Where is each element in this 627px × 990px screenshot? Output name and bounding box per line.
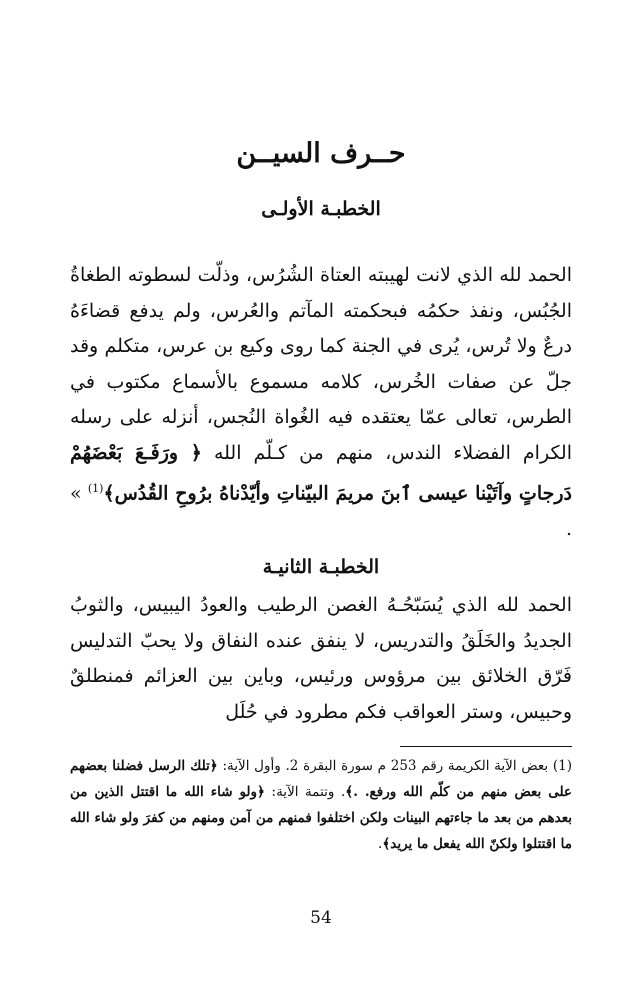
book-page bbox=[70, 0, 572, 990]
chapter-title: حــرف السيــن bbox=[236, 138, 406, 169]
first-sermon-paragraph bbox=[70, 258, 572, 547]
second-sermon-paragraph: الحمد لله الذي يُسَبّحُـهُ الغصن الرطيب والعودُ اليبيس، والثوبُ الجديدُ والخَلَقُ والتدريس، لا ينفق عنده النفاق ولا يحبّ التدليس فَرّق الخلائق بين مرؤوس ورئيس، وباين بين العزائم فمنطلقٌ وحبيس، وستر العواقب فكم مطرود في حُلَل bbox=[70, 594, 572, 723]
first-sermon-text: الحمد لله الذي لانت لهيبته العتاة الشُرُس، وذلّت لسطوته الطغاةُ الجُبُس، ونفذ حكمُه فبحكمته المآتم والعُرس، ولم يدفع قضاءَهُ درعٌ ولا تُرس، يُرى في الجنة كما روى وكيع بن عرس، متكلم وقد جلّ عن صفات الخُرس، كلامه مسموع بالأسماع مكتوب في الطرس، تعالى عمّا يعتقده فيه الغُواة النُجس، أنزله على رسله الكرام الفضلاء الندس، منهم من كـلّم الله bbox=[70, 264, 573, 464]
section-title-first-sermon: الخطبـة الأولـى bbox=[261, 198, 381, 220]
footnote-middle: . وتتمة الآية: bbox=[264, 784, 346, 800]
footnote-divider bbox=[400, 746, 572, 747]
footnote-reference[interactable]: (1) bbox=[87, 482, 104, 495]
page-number: 54 bbox=[310, 908, 332, 928]
footnote-tail: . bbox=[378, 836, 383, 852]
footnote bbox=[70, 753, 572, 857]
quran-quote: ﴿ ورَفَـعَ بَعْضَهُمْ دَرجاتٍ وآتَيْنا عيسى ٱبنَ مريمَ البيّناتِ وأيّدْناهُ برُوحِ القُدُس﴾ bbox=[70, 441, 572, 505]
first-sermon-closing: » . bbox=[70, 482, 572, 540]
footnote-verse-end: ﴿ولو شاء الله ما اقتتل الذين من بعدهم من بعد ما جاءتهم البينات ولكن اختلفوا فمنهم من آمن ومنهم من كفرَ ولو شاء الله ما اقتتلوا ولكنّ الله يفعل ما يريد﴾ bbox=[70, 784, 572, 852]
footnote-lead: (1) بعض الآية الكريمة رقم 253 م سورة البقرة 2. وأول الآية: bbox=[217, 758, 572, 774]
section-title-second-sermon: الخطبـة الثانيـة bbox=[262, 556, 380, 578]
footnote-verse-start: ﴿تلك الرسل فضلنا بعضهم على بعض منهم من كلّم الله ورفع. .﴾ bbox=[70, 758, 572, 800]
